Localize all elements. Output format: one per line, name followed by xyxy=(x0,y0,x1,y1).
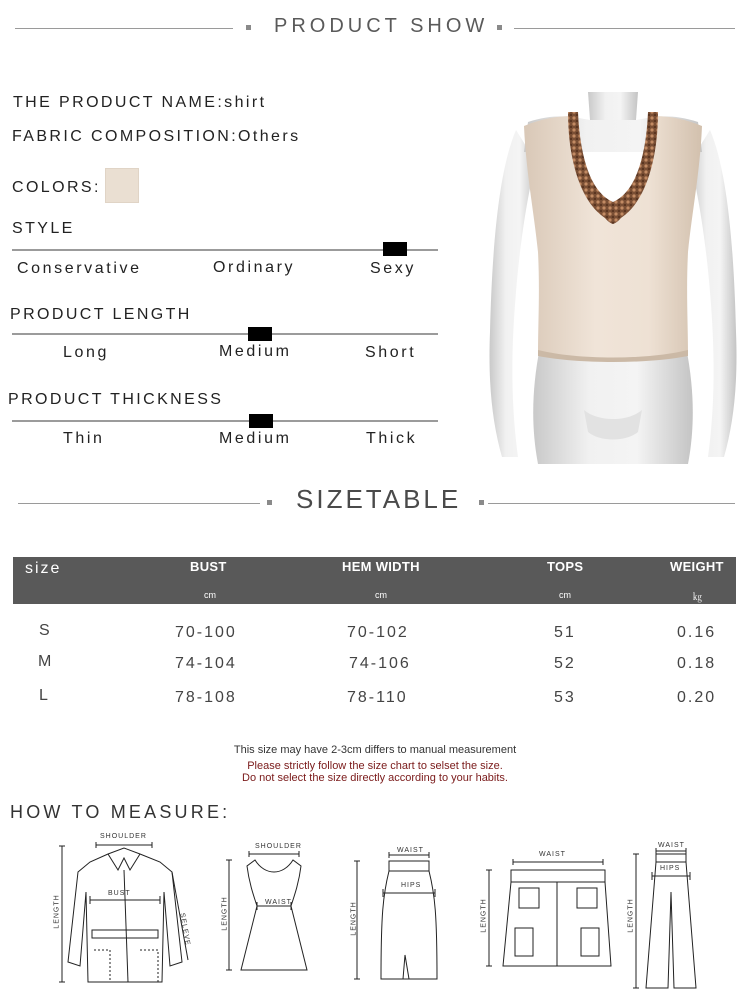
cell-hem-width: 78-110 xyxy=(347,689,408,706)
how-to-measure-title: HOW TO MEASURE: xyxy=(10,802,231,822)
cell-hem-width: 74-106 xyxy=(349,655,411,672)
thickness-title: PRODUCT THICKNESS xyxy=(8,391,224,408)
product-name: THE PRODUCT NAME:shirt xyxy=(13,94,267,111)
sizetable-dot-left xyxy=(267,500,272,505)
length-option-long: Long xyxy=(63,344,109,361)
unit-tops: cm xyxy=(559,590,571,600)
jacket-sleeve-label: SELEVE xyxy=(178,912,191,947)
product-show-rule-right xyxy=(514,28,735,29)
pants-length-label: LENGTH xyxy=(627,898,635,933)
skirt-length-label: LENGTH xyxy=(350,901,358,936)
sizetable-rule-right xyxy=(488,503,735,504)
style-title: STYLE xyxy=(12,220,75,237)
style-option-sexy: Sexy xyxy=(370,260,416,277)
dress-length-label: LENGTH xyxy=(221,896,229,931)
skirt-measure-figure xyxy=(345,845,445,985)
thickness-option-thin: Thin xyxy=(63,430,105,447)
jacket-bust-label: BUST xyxy=(108,890,131,897)
jacket-length-label: LENGTH xyxy=(53,894,61,929)
cell-tops: 52 xyxy=(554,655,576,672)
thickness-option-medium: Medium xyxy=(219,430,292,447)
cell-tops: 53 xyxy=(554,689,576,706)
length-option-short: Short xyxy=(365,344,417,361)
length-marker xyxy=(248,327,272,341)
product-photo xyxy=(488,92,738,464)
pants-hips-label: HIPS xyxy=(660,865,681,872)
product-show-dot-left xyxy=(246,25,251,30)
cell-hem-width: 70-102 xyxy=(347,624,409,641)
product-show-rule-left xyxy=(15,28,233,29)
length-option-medium: Medium xyxy=(219,343,292,360)
style-marker xyxy=(383,242,407,256)
product-show-dot-right xyxy=(497,25,502,30)
cell-bust: 78-108 xyxy=(175,689,237,706)
colors-label: COLORS: xyxy=(12,179,101,196)
cell-size: M xyxy=(38,653,54,670)
header-size: size xyxy=(25,560,62,577)
thickness-marker xyxy=(249,414,273,428)
dress-shoulder-label: SHOULDER xyxy=(255,843,302,850)
unit-hem-width: cm xyxy=(375,590,387,600)
skirt-hips-label: HIPS xyxy=(401,882,422,889)
header-weight: WEIGHT xyxy=(670,559,724,574)
shorts-length-label: LENGTH xyxy=(480,898,488,933)
dress-measure-figure xyxy=(215,842,315,982)
jacket-shoulder-label: SHOULDER xyxy=(100,833,147,840)
fabric-composition: FABRIC COMPOSITION:Others xyxy=(12,128,301,145)
style-option-ordinary: Ordinary xyxy=(213,259,296,276)
dress-waist-label: WAIST xyxy=(265,899,292,906)
pants-waist-label: WAIST xyxy=(658,842,685,849)
cell-weight: 0.20 xyxy=(677,689,717,706)
cell-size: L xyxy=(39,687,50,704)
thickness-option-thick: Thick xyxy=(366,430,418,447)
sizetable-rule-left xyxy=(18,503,260,504)
header-hem-width: HEM WIDTH xyxy=(342,559,420,574)
sizetable-dot-right xyxy=(479,500,484,505)
habits-warning: Do not select the size directly according to your habits. xyxy=(242,772,508,784)
measurement-note: This size may have 2-3cm differs to manual measurement xyxy=(233,744,517,756)
shorts-waist-label: WAIST xyxy=(539,851,566,858)
length-title: PRODUCT LENGTH xyxy=(10,306,192,323)
color-swatch[interactable] xyxy=(105,168,139,203)
cell-size: S xyxy=(39,622,52,639)
cell-weight: 0.16 xyxy=(677,624,717,641)
style-option-conservative: Conservative xyxy=(17,260,142,277)
sizetable-title: SIZETABLE xyxy=(296,484,462,514)
length-scale xyxy=(12,333,438,335)
skirt-waist-label: WAIST xyxy=(397,847,424,854)
style-scale xyxy=(12,249,438,251)
size-table-header xyxy=(13,557,736,604)
cell-bust: 70-100 xyxy=(175,624,237,641)
cell-bust: 74-104 xyxy=(175,655,237,672)
size-chart-warning: Please strictly follow the size chart to selset the size. xyxy=(247,760,503,772)
unit-bust: cm xyxy=(204,590,216,600)
cell-weight: 0.18 xyxy=(677,655,717,672)
pants-measure-figure xyxy=(622,842,722,992)
unit-weight: ㎏ xyxy=(693,592,703,602)
thickness-scale xyxy=(12,420,438,422)
product-show-title: PRODUCT SHOW xyxy=(274,15,489,37)
header-tops: TOPS xyxy=(547,559,584,574)
shorts-measure-figure xyxy=(475,848,620,978)
header-bust: BUST xyxy=(190,559,227,574)
cell-tops: 51 xyxy=(554,624,576,641)
jacket-measure-figure xyxy=(48,832,196,994)
